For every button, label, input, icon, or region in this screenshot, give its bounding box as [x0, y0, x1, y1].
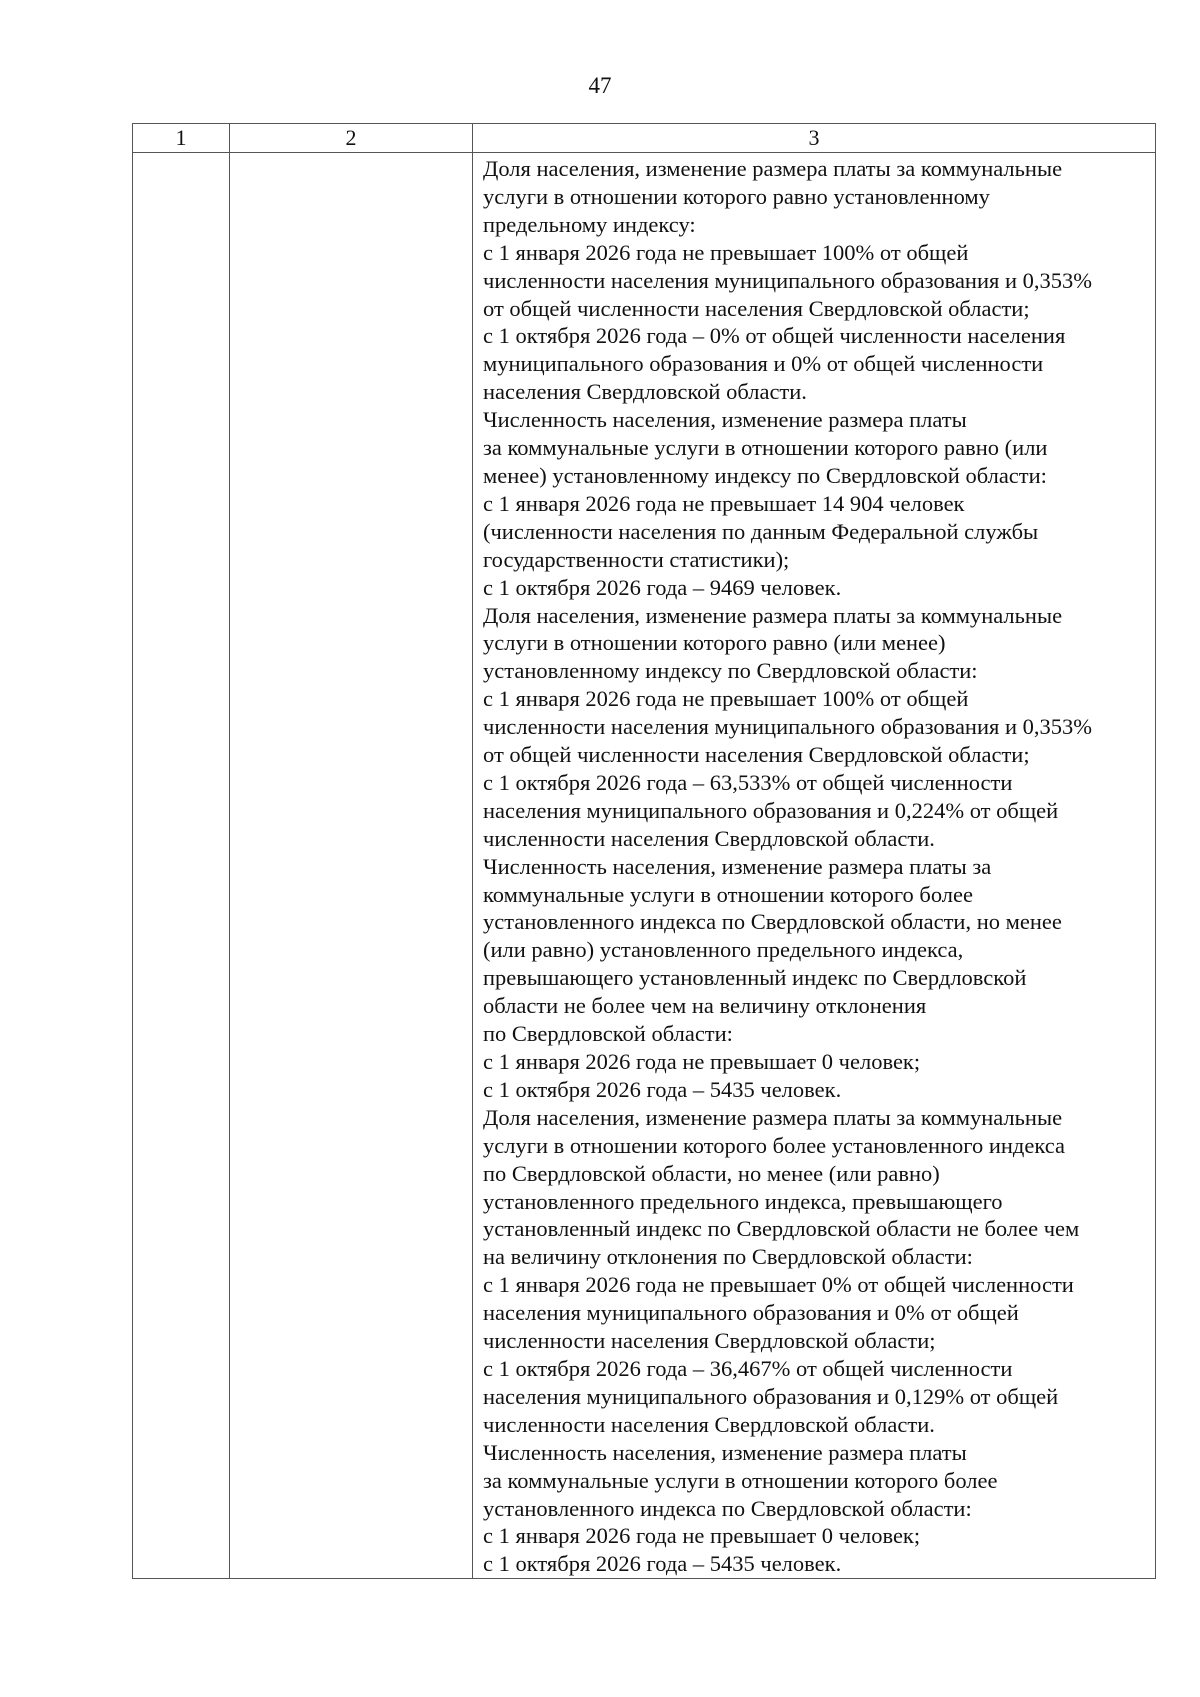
- text-line: установленному индексу по Свердловской области:: [483, 658, 978, 684]
- cell-col-3: [473, 153, 1156, 1579]
- text-line: с 1 января 2026 года не превышает 100% от общей: [483, 239, 969, 265]
- text-line: численности населения Свердловской области.: [483, 1411, 935, 1437]
- text-line: Численность населения, изменение размера платы: [483, 407, 967, 433]
- text-line: от общей численности населения Свердловской области;: [483, 742, 1030, 768]
- cell-col-2: [230, 153, 473, 1579]
- text-line: установленный индекс по Свердловской области не более чем: [483, 1216, 1080, 1242]
- text-line: установленного предельного индекса, превышающего: [483, 1188, 1003, 1214]
- table-row: [133, 153, 1156, 1579]
- text-line: с 1 октября 2026 года – 0% от общей численности населения: [483, 323, 1066, 349]
- text-line: численности населения муниципального образования и 0,353%: [483, 267, 1093, 293]
- text-line: Численность населения, изменение размера платы за: [483, 853, 992, 879]
- text-line: Доля населения, изменение размера платы за коммунальные: [483, 1104, 1063, 1130]
- text-line: превышающего установленный индекс по Свердловской: [483, 965, 1027, 991]
- text-line: с 1 января 2026 года не превышает 100% от общей: [483, 686, 969, 712]
- text-line: услуги в отношении которого равно (или менее): [483, 630, 946, 656]
- text-line: области не более чем на величину отклонения: [483, 993, 927, 1019]
- page-number: 47: [588, 73, 612, 98]
- text-line: установленного индекса по Свердловской области, но менее: [483, 909, 1062, 935]
- text-line: муниципального образования и 0% от общей численности: [483, 351, 1044, 377]
- text-line: (численности населения по данным Федеральной службы: [483, 518, 1039, 544]
- text-line: услуги в отношении которого равно установленному: [483, 183, 990, 209]
- text-line: с 1 октября 2026 года – 63,533% от общей численности: [483, 769, 1013, 795]
- text-line: на величину отклонения по Свердловской области:: [483, 1244, 973, 1270]
- text-line: населения муниципального образования и 0,224% от общей: [483, 797, 1059, 823]
- text-line: с 1 января 2026 года не превышает 0% от общей численности: [483, 1272, 1074, 1298]
- cell-col-1: [133, 153, 230, 1579]
- text-line: предельному индексу:: [483, 211, 696, 237]
- text-line: населения Свердловской области.: [483, 379, 807, 405]
- text-line: численности населения муниципального образования и 0,353%: [483, 714, 1093, 740]
- text-line: с 1 октября 2026 года – 9469 человек.: [483, 574, 842, 600]
- text-line: с 1 января 2026 года не превышает 14 904 человек: [483, 490, 965, 516]
- text-line: с 1 января 2026 года не превышает 0 человек;: [483, 1049, 921, 1074]
- column-header-2: 2: [230, 124, 473, 153]
- text-line: населения муниципального образования и 0,129% от общей: [483, 1383, 1059, 1409]
- text-line: менее) установленному индексу по Свердловской области:: [483, 462, 1047, 488]
- text-line: за коммунальные услуги в отношении которого равно (или: [483, 435, 1048, 461]
- text-line: Доля населения, изменение размера платы за коммунальные: [483, 156, 1063, 181]
- text-line: за коммунальные услуги в отношении которого более: [483, 1467, 998, 1493]
- text-line: численности населения Свердловской области;: [483, 1328, 936, 1354]
- text-line: по Свердловской области:: [483, 1021, 733, 1047]
- text-line: установленного индекса по Свердловской области:: [483, 1495, 972, 1521]
- text-line: услуги в отношении которого более установленного индекса: [483, 1132, 1065, 1158]
- text-line: численности населения Свердловской области.: [483, 825, 935, 851]
- text-line: (или равно) установленного предельного индекса,: [483, 937, 964, 963]
- text-line: населения муниципального образования и 0% от общей: [483, 1300, 1019, 1326]
- text-line: по Свердловской области, но менее (или равно): [483, 1160, 940, 1186]
- text-line: с 1 октября 2026 года – 36,467% от общей численности: [483, 1355, 1013, 1381]
- table-header-row: [133, 124, 1156, 153]
- text-line: Численность населения, изменение размера платы: [483, 1439, 967, 1465]
- text-line: с 1 октября 2026 года – 5435 человек.: [483, 1076, 842, 1102]
- column-header-1: 1: [133, 124, 230, 153]
- column-header-3: 3: [473, 124, 1156, 153]
- text-line: от общей численности населения Свердловской области;: [483, 295, 1030, 321]
- document-table: [132, 123, 1156, 1579]
- text-line: с 1 января 2026 года не превышает 0 человек;: [483, 1523, 921, 1549]
- cell-text: [483, 155, 1147, 1578]
- text-line: с 1 октября 2026 года – 5435 человек.: [483, 1551, 842, 1577]
- text-line: Доля населения, изменение размера платы за коммунальные: [483, 602, 1063, 628]
- text-line: коммунальные услуги в отношении которого более: [483, 881, 973, 907]
- text-line: государственности статистики);: [483, 546, 790, 572]
